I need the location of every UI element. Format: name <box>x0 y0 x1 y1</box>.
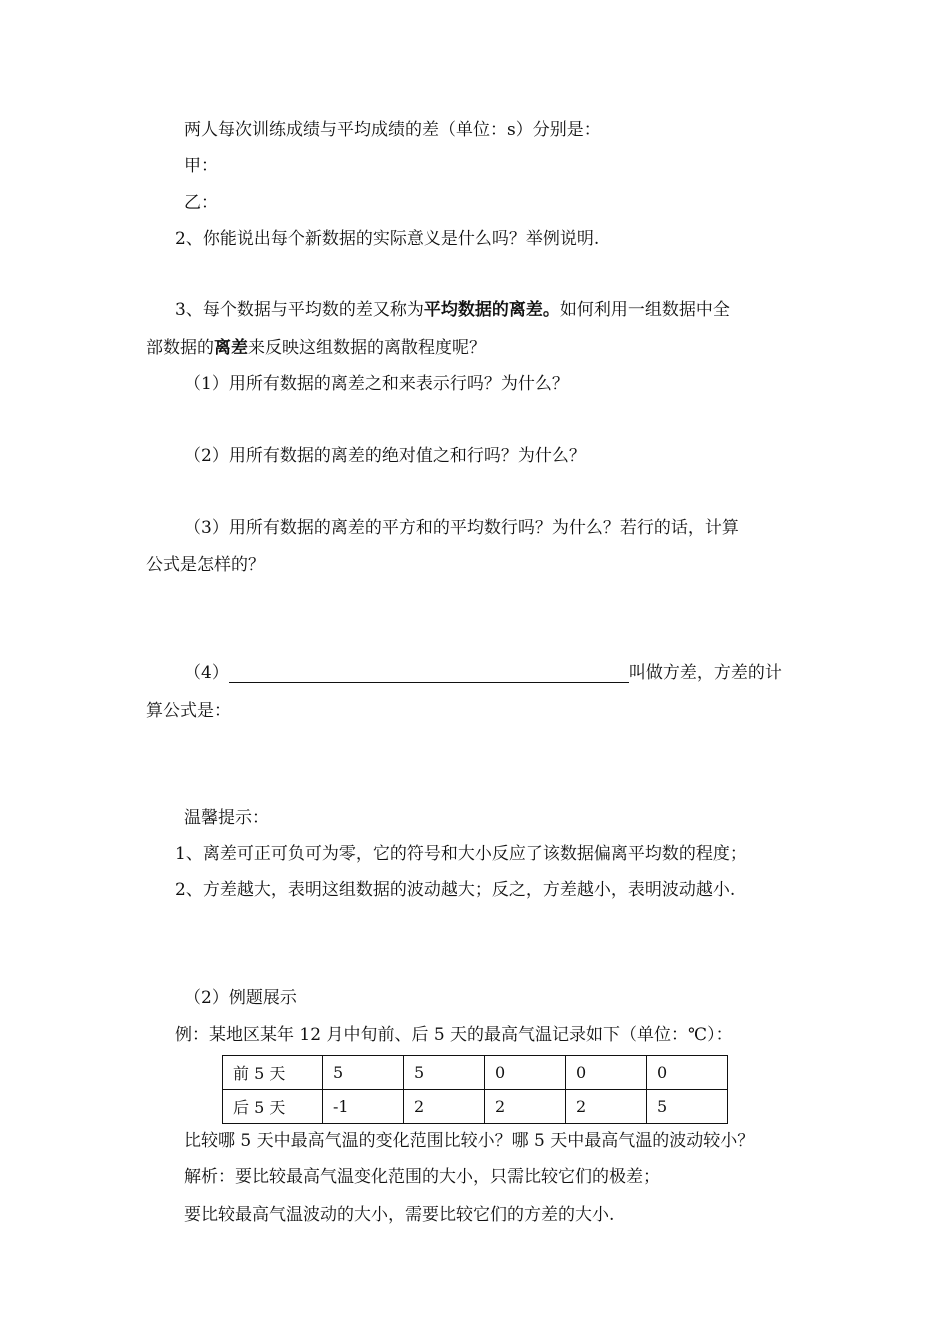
table-cell: 0 <box>647 1056 728 1090</box>
question-3b-post: 来反映这组数据的离散程度呢？ <box>248 338 486 358</box>
temperature-table <box>222 1055 728 1124</box>
table-row <box>223 1090 728 1124</box>
question-3 <box>175 300 730 320</box>
sub-question-4-pre: （4） <box>184 663 229 683</box>
table-cell: 2 <box>566 1090 647 1124</box>
diff-intro-text: 两人每次训练成绩与平均成绩的差（单位：s）分别是： <box>184 120 601 140</box>
tip-2: 2、方差越大，表明这组数据的波动越大；反之，方差越小，表明波动越小. <box>175 880 736 900</box>
jia-label: 甲： <box>184 156 218 176</box>
sub-question-4 <box>184 663 782 683</box>
row-label: 前 5 天 <box>223 1056 323 1090</box>
analysis-2: 要比较最高气温波动的大小，需要比较它们的方差的大小. <box>184 1205 615 1225</box>
question-3-pre: 3、每个数据与平均数的差又称为 <box>175 300 424 320</box>
analysis-1: 解析：要比较最高气温变化范围的大小，只需比较它们的极差； <box>184 1167 660 1187</box>
sub-question-4-continued: 算公式是： <box>146 701 231 721</box>
table-cell: 5 <box>647 1090 728 1124</box>
question-3b-pre: 部数据的 <box>146 338 214 358</box>
table-cell: 2 <box>485 1090 566 1124</box>
tip-1: 1、离差可正可负可为零，它的符号和大小反应了该数据偏离平均数的程度； <box>175 844 747 864</box>
table-cell: 0 <box>566 1056 647 1090</box>
fill-in-blank[interactable] <box>229 664 629 683</box>
example-intro: 例：某地区某年 12 月中旬前、后 5 天的最高气温记录如下（单位：℃）： <box>175 1025 733 1045</box>
row-label: 后 5 天 <box>223 1090 323 1124</box>
tip-title: 温馨提示： <box>184 808 269 828</box>
sub-question-3-continued: 公式是怎样的？ <box>146 555 265 575</box>
question-3b-term: 离差 <box>214 338 248 358</box>
table-cell: 5 <box>323 1056 404 1090</box>
table-row <box>223 1056 728 1090</box>
question-3-post: 如何利用一组数据中全 <box>559 300 730 320</box>
table-cell: 0 <box>485 1056 566 1090</box>
question-2: 2、你能说出每个新数据的实际意义是什么吗？举例说明. <box>175 229 600 249</box>
question-3-continued <box>146 338 486 358</box>
table-cell: 5 <box>404 1056 485 1090</box>
table-cell: -1 <box>323 1090 404 1124</box>
yi-label: 乙： <box>184 193 218 213</box>
sub-question-4-post: 叫做方差，方差的计 <box>628 663 782 683</box>
sub-question-2: （2）用所有数据的离差的绝对值之和行吗？为什么？ <box>184 446 586 466</box>
example-question: 比较哪 5 天中最高气温的变化范围比较小？哪 5 天中最高气温的波动较小？ <box>184 1131 755 1151</box>
sub-question-1: （1）用所有数据的离差之和来表示行吗？为什么？ <box>184 374 569 394</box>
sub-question-3: （3）用所有数据的离差的平方和的平均数行吗？为什么？若行的话，计算 <box>184 518 739 538</box>
table-cell: 2 <box>404 1090 485 1124</box>
example-title: （2）例题展示 <box>184 988 297 1008</box>
question-3-term: 平均数据的离差。 <box>423 300 560 320</box>
